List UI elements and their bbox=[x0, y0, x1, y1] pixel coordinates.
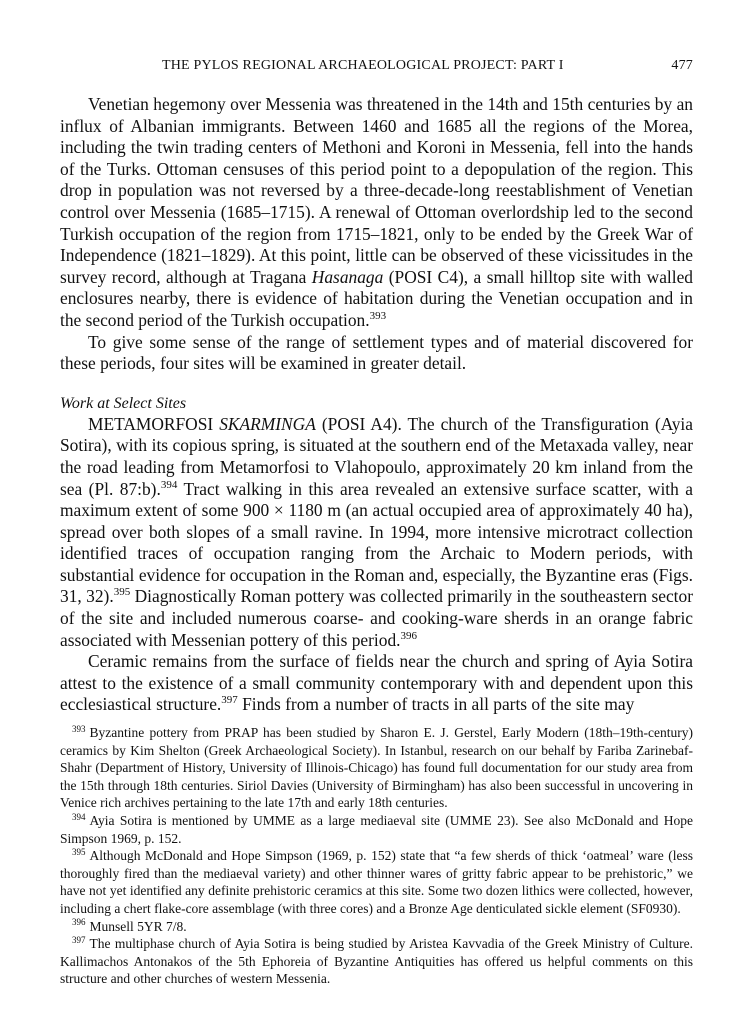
footnote-ref[interactable]: 396 bbox=[400, 629, 417, 642]
paragraph-text: (POSI A4). The church of the Transfiguration (Ayia Sotira), with its copious spring, is situated at the southern end of the Metaxada valley, near the road leading from Metamorfosi to Vlahopoulo, approximately 20 km inland from the sea (Pl. 87:b). bbox=[60, 413, 693, 499]
paragraph-1 bbox=[60, 94, 693, 332]
site-name: Hasanaga bbox=[311, 266, 384, 287]
footnote bbox=[60, 935, 693, 988]
footnote-text: Although McDonald and Hope Simpson (1969, p. 152) state that “a few sherds of thick ‘oatmeal’ ware (less thoroughly fired than the mediaeval variety) and other thinner wares of gritty fabric appear to be prehistoric,” we have not yet identified any definite prehistoric ceramics at this site. Some two dozen lithics were collected, however, including a chert flake-core assemblage (with three cores) and a Bronze Age denticulated sickle element (SF0930). bbox=[60, 848, 693, 916]
paragraph-text: To give some sense of the range of settlement types and of material discovered for these periods, four sites will be examined in greater detail. bbox=[60, 331, 693, 374]
footnote-ref[interactable]: 394 bbox=[160, 478, 178, 491]
paragraph-text: (POSI C4), a small hilltop site with walled enclosures nearby, there is evidence of habitation during the Venetian occupation and in the second period of the Turkish occupation. bbox=[60, 266, 693, 330]
site-lead: METAMORFOSI bbox=[88, 413, 220, 434]
paragraph-text: Tract walking in this area revealed an extensive surface scatter, with a maximum extent of some 900 × 1180 m (an actual occupied area of approximately 40 ha), spread over both slopes of a small ravine. In 1994, more intensive microtract collection identified traces of occupation ranging from the Archaic to Modern periods, with substantial evidence for occupation in the Roman and, especially, the Byzantine eras (Figs. 31, 32). bbox=[60, 478, 693, 607]
paragraph-text: Diagnostically Roman pottery was collected primarily in the southeastern sector of the site and included numerous coarse- and cooking-ware sherds in an orange fabric associated with Messenian pottery of this period. bbox=[60, 586, 693, 650]
footnote bbox=[60, 918, 693, 936]
footnote-number: 396 bbox=[72, 917, 86, 928]
footnote bbox=[60, 812, 693, 847]
section-heading: Work at Select Sites bbox=[60, 394, 187, 412]
footnote-text: Ayia Sotira is mentioned by UMME as a large mediaeval site (UMME 23). See also McDonald and Hope Simpson 1969, p. 152. bbox=[60, 813, 693, 846]
footnote-number: 397 bbox=[72, 934, 86, 945]
footnote-text: The multiphase church of Ayia Sotira is being studied by Aristea Kavvadia of the Greek Ministry of Culture. Kallimachos Antonakos of the 5th Ephoreia of Byzantine Antiquities has offered us helpful comments on this structure and other churches of western Messenia. bbox=[60, 936, 693, 987]
footnote-ref[interactable]: 395 bbox=[113, 586, 131, 599]
footnote bbox=[60, 847, 693, 917]
footnote-number: 395 bbox=[72, 846, 86, 857]
footnote-ref[interactable]: 397 bbox=[221, 694, 238, 707]
running-title: THE PYLOS REGIONAL ARCHAEOLOGICAL PROJECT: PART I bbox=[162, 58, 564, 73]
page-number: 477 bbox=[671, 58, 693, 73]
running-head bbox=[60, 58, 693, 74]
footnote-number: 393 bbox=[72, 723, 86, 734]
paragraph-4 bbox=[60, 651, 693, 716]
footnote-ref[interactable]: 393 bbox=[369, 310, 387, 323]
paragraph-2 bbox=[60, 332, 693, 375]
footnote-number: 394 bbox=[72, 811, 86, 822]
paragraph-text: Ceramic remains from the surface of fields near the church and spring of Ayia Sotira attest to the existence of a small community contemporary with and dependent upon this ecclesiastical structure. bbox=[60, 651, 693, 715]
body-text bbox=[60, 94, 693, 716]
footnote bbox=[60, 724, 693, 812]
footnotes bbox=[60, 724, 693, 988]
paragraph-text: Finds from a number of tracts in all parts of the site may bbox=[237, 694, 635, 715]
paragraph-3 bbox=[60, 414, 693, 652]
site-name: SKARMINGA bbox=[219, 413, 316, 434]
footnote-text: Byzantine pottery from PRAP has been studied by Sharon E. J. Gerstel, Early Modern (18th–19th-century) ceramics by Kim Shelton (Greek Archaeological Society). In Istanbul, research on our behalf by Fariba Zarinebaf-Shahr (Department of History, University of Illinois-Chicago) has found full documentation for our study area from the 15th through 18th centuries. Siriol Davies (University of Birmingham) has also been successful in uncovering in Venice rich archives pertaining to the late 17th and early 18th centuries. bbox=[60, 725, 693, 811]
footnote-text: Munsell 5YR 7/8. bbox=[89, 918, 187, 934]
paragraph-text: Venetian hegemony over Messenia was threatened in the 14th and 15th centuries by an influx of Albanian immigrants. Between 1460 and 1685 all the regions of the Morea, including the twin trading centers of Methoni and Koroni in Messenia, fell into the hands of the Turks. Ottoman censuses of this period point to a depopulation of the region. This drop in population was not reversed by a three-decade-long reestablishment of Venetian control over Messenia (1685–1715). A renewal of Ottoman overlordship led to the second Turkish occupation of the region from 1715–1821, only to be ended by the Greek War of Independence (1821–1829). At this point, little can be observed of these vicissitudes in the survey record, although at Tragana bbox=[60, 94, 693, 287]
